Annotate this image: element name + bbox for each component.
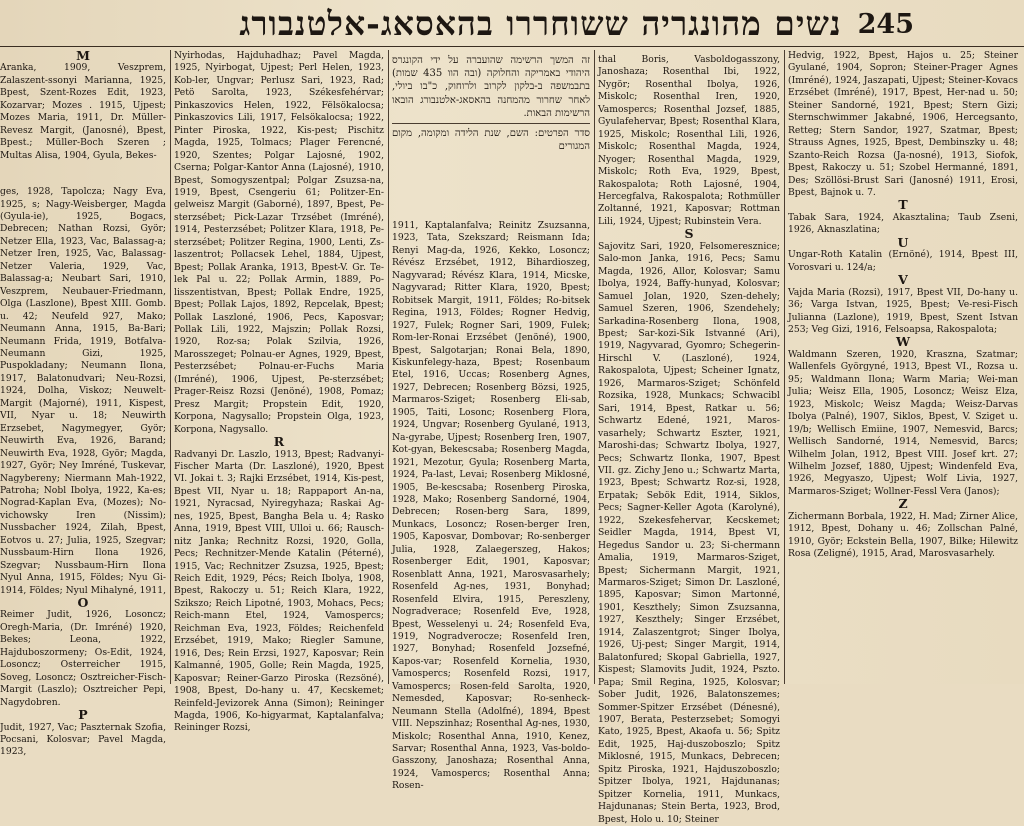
entries-s-cont: Hedvig, 1922, Bpest, Hajos u. 25; Steiner Gyulané, 1904, Sopron; Steiner-Prager Agnes (Imréné), 1924, Jaszapati, Ujpest; Steiner-Kovacs Erzsébet (Imréné), 1917, Bpest, Her-nad u. 50; Steiner Sandorné, 1921, Bpest; Stern Gizi; Sternschwimmer Jakabné, 1906, Hercegsanto, Retteg; Stern Sandor, 1927, Szatmar, Bpest; Strauss Agnes, 1925, Bpest, Dembinszky u. 48; Szanto-Reich Rozsa (Ja-nosné), 1913, Siofok, Bpest, Rakoczy u. 51; Szobel Hermanné, 1891, Des; Szöllösi-Brust Sari (Janosné) 1911, Erosi, Bpest, Bajnok u. 7. [788, 50, 1019, 198]
entries-r-tail: thal Boris, Vasboldogasszony, Janoshaza; Rosenthal Ibi, 1922, Nygör; Rosenthal Ibolya, 1926, Miskolc; Rosenthal Iren, 1920, Vamospercs; Rosenthal Jozsef, 1885, Gyulafehervar, Bpest; Rosenthal Klara, 1925, Miskolc; Rosenthal Lili, 1926, Miskolc; Rosenthal Magda, 1924, Nyoger; Rosenthal Magda, 1929, Miskolc; Roth Eva, 1929, Bpest, Rakospalota; Roth Lajosné, 1904, Hercegfalva, Rakospalota; Rothmüller Zoltanné, 1921, Kaposvar; Rottman Lili, 1924, Ujpest; Rubinstein Vera. [598, 54, 780, 227]
hebrew-intro: זה המשך הרשימה שהועברה על ידי הקונגרס היהודי באמריקה והחלוקה (ובה הוו 435 שמות) בתבמשפה ב-בלקון לקרוב ולרוחוק, כ"בו ביולי, לאחר שחרור מהמחנה בהאסאג-אלטנבורג הובאו הרשימות הבאות. [392, 55, 590, 119]
entries-r: Radvanyi Dr. Laszlo, 1913, Bpest; Radvanyi-Fischer Marta (Dr. Laszloné), 1920, Bpest VI. Jokai t. 3; Rajki Erzsébet, 1914, Kis-pest, Bpest VII, Nyar u. 18; Rappaport An-na, 1921, Nyracsad, Nyiregyhaza; Raskai Ag-nes, 1925, Bpest, Bangha Bela u. 4; Rasko Anna, 1919, Bpest VIII, Ulloi u. 66; Rausch-nitz Janka; Rechnitz Rozsi, 1920, Golla, Pecs; Rechnitzer-Mende Katalin (Péterné), 1915, Vac; Rechnitzer Zsuzsa, 1925, Bpest; Reich Edit, 1929, Pécs; Reich Ibolya, 1908, Bpest, Rakoczy u. 51; Reich Klara, 1922, Szikszo; Reich Lipotné, 1903, Mohacs, Pecs; Reich-mann Etel, 1924, Vamospercs; Reichman Eva, 1923, Földes; Reichenfeld Erzsébet, 1919, Mako; Riegler Samune, 1916, Des; Rein Erzsi, 1927, Kaposvar; Rein Kalmanné, 1905, Golle; Rein Magda, 1925, Kaposvar; Reiner-Garzo Piroska (Rezsöné), 1908, Bpest, Do-hany u. 47, Kecskemet; Reinfeld-Jevizorek Anna (Simon); Reininger Magda, 1906, Ko-higyarmat, Kaptalanfalva; Reininger Rozsi, [174, 448, 384, 734]
letter-heading: P [78, 707, 88, 723]
hebrew-field-order: סדר הפרטים: השם, שנת הלידה ומקומה, מקום המגורים [392, 128, 590, 153]
letter-heading: T [898, 197, 908, 213]
column-divider [784, 50, 785, 684]
column-5 [788, 50, 1018, 684]
entries-m: Aranka, 1909, Veszprem, Zalaszent-ssonyi Marianna, 1925, Bpest, Szent-Rozes Edit, 1923, Kozarvar; Mozes . 1915, Ujpest; Mozes Maria, 1911, Dr. Müller-Revesz Margit, (Janosné), Bpest, Bpest.; Müller-Boch Szeren ; Multas Alisa, 1904, Gyula, Bekes- [0, 62, 166, 161]
hebrew-note-box [392, 54, 590, 153]
note-rule [392, 123, 590, 124]
page-number: 245 [857, 8, 914, 40]
letter-heading: W [895, 334, 911, 350]
entries-s: Sajovitz Sari, 1920, Felsomeresznice; Salo-mon Janka, 1916, Pecs; Samu Magda, 1926, Allor, Kolosvar; Samu Ibolya, 1924, Baffy-hunyad, Kolosvar; Samuel Jolan, 1920, Szen-dehely; Samuel Szeren, 1906, Szendehely; Sarkadina-Rosenberg Ilona, 1908, Bpest; Sar-kozi-Sik Istvanné (Ari), 1919, Nagyvarad, Gyomro; Schegerin-Hirschl V. (Laszloné), 1924, Rakospalota, Ujpest; Scheiner Ignatz, 1926, Marmaros-Sziget; Schönfeld Rozsika, 1928, Munkacs; Schwacibl Sari, 1914, Bpest, Ratkar u. 56; Schwartz Edené, 1921, Maros-vasarhely; Schwartz Eszter, 1921, Maroshi-das; Schwartz Ibolya, 1927, Pecs; Schwartz Ilonka, 1907, Bpest VII. gz. Zichy Jeno u.; Schwartz Marta, 1923, Bpest; Schwartz Roz-si, 1928, Erpatak; Sebök Edit, 1914, Siklos, Pecs; Sagner-Keller Agota (Karolyné), 1922, Szekesfehervar, Kecskemet; Seidler Magda, 1914, Bpest VI, Hegedus Sandor u. 23; Si-chermann Amalia, 1919, Marmaros-Sziget, Bpest; Sichermann Margit, 1921, Marmaros-Sziget; Simon Dr. Laszloné, 1895, Kaposvar; Simon Martonné, 1901, Keszthely; Simon Zsuzsanna, 1927, Keszthely; Singer Erzsébet, 1914, Zalaszentgrot; Singer Ibolya, 1926, Uj-pest; Singer Margit, 1914, Balatonfured; Skopal Gabriella, 1927, Kispest; Slamovits Judit, 1924, Pszto. Papa; Smil Regina, 1925, Kolosvar; Sober Judit, 1926, Balatonszemes; Sommer-Spitzer Erzsébet (Dénesné), 1907, Berata, Pesterzsebet; Somogyi Kato, 1925, Bpest, Akaofa u. 56; Spitz Edit, 1925, Haj-duszoboszlo; Spitz Miklosné, 1915, Munkacs, Debrecen; Spitz Piroska, 1921, Hajduszoboszlo; Spitzer Ibolya, 1921, Hajdunanas; Spitzer Kornelia, 1911, Munkacs, Hajdunanas; Stein Berta, 1923, Brod, Bpest, Holo u. 10; Steiner [598, 240, 780, 825]
entries-t: Tabak Sara, 1924, Akasztalina; Taub Zseni, 1926, Aknaszlatina; [788, 211, 1018, 236]
column-divider [594, 50, 595, 684]
entries-w: Waldmann Szeren, 1920, Kraszna, Szatmar; Wallenfels Györgyné, 1913, Bpest VI., Rozsa u. 95; Waldmann Ilona; Warm Maria; Wei-man Julia; Weisz Ella, 1905, Losoncz; Weisz Elza, 1923, Miskolc; Weisz Magda; Weisz-Darvas Ibolya (Palné), 1907, Siklos, Bpest, V. Sziget u. 19/b; Wellisch Emiine, 1907, Nemesvid, Barcs; Wellisch Sandorné, 1914, Nemesvid, Barcs; Wilhelm Jolan, 1912, Bpest VIII. Josef krt. 27; Wilhelm Jozsef, 1880, Ujpest; Windenfeld Eva, 1926, Megyaszo, Ujpest; Wolf Livia, 1927, Marmaros-Sziget; Wollner-Fessl Vera (Janos); [788, 348, 1018, 497]
entries-p: Judit, 1927, Vac; Paszternak Szofia, Pocsani, Kolosvar; Pavel Magda, 1923, [0, 721, 166, 758]
letter-heading: R [273, 434, 285, 450]
column-divider [170, 50, 171, 684]
entries-z: Zichermann Borbala, 1922, H. Mad; Zirner Alice, 1912, Bpest, Dohany u. 46; Zollschan Palné, 1910, Györ; Eckstein Bella, 1907, Bilke; Hilewitz Rosa (Zeligné), 1915, Arad, Marosvasarhely. [788, 510, 1018, 560]
entries-p-cont: Nyirhodas, Hajduhadhaz; Pavel Magda, 1925, Nyirbogat, Ujpest; Perl Helen, 1923, Kob-ler, Ungvar; Perlusz Sari, 1923, Rad; Petö Sarolta, 1923, Székesfehérvar; Pinkaszovics Helen, 1922, Fëlsökalocsa; Pinkaszovics Lili, 1917, Felsökalocsa; 1922, Pinter Piroska, 1922, Kis-pest; Pischitz Magda, 1925, Tolmacs; Plager Ferencné, 1920, Szentes; Polgar Lajosné, 1902, Cserna; Polgar-Kantor Anna (Lajosné), 1910, Bpest, Somogyszentpal; Polgar Zsuzsa-na, 1919, Bpest, Csengeriu 61; Politzer-En-gelweisz Margit (Gaborné), 1897, Bpest, Pe-sterzsébet; Pick-Lazar Trzsébet (Imréné), 1914, Pesterzsébet; Politzer Klara, 1918, Pe-sterzsébet; Politzer Regina, 1900, Lenti, Zs-laszentrot; Pollacsek Lehel, 1884, Ujpest, Bpest; Pollak Aranka, 1913, Bpest-V. Gr. Te-lek Pal u. 22; Pollak Armin, 1889, Po-lisszentistvan, Bpest; Pollak Endre, 1925, Bpest; Pollak Lajos, 1892, Repcelak, Bpest; Pollak Laszloné, 1906, Pecs, Kaposvar; Pollak Lili, 1922, Majszin; Pollak Rozsi, 1920, Roz-sa; Polak Szilvia, 1926, Marosszeget; Polnau-er Agnes, 1929, Bpest, Pesterzsébet; Polnau-er-Fuchs Maria (Imréné), 1906, Ujpest, Pe-sterzsébet; Prager-Reisz Rozsi (Jenöné), 1908, Pomaz; Presz Margit; Propstein Edit, 1920, Korpona, Nagysallo; Propstein Olga, 1923, Korpona, Nagysallo. [174, 50, 384, 435]
column-4 [598, 50, 780, 825]
letter-heading: Z [898, 496, 908, 512]
page-title: נשים מהונגריה ששוחררו בהאסאג-אלטנבורג [239, 4, 842, 43]
letter-heading: V [898, 272, 908, 288]
column-3 [392, 220, 590, 792]
entries-r-cont: 1911, Kaptalanfalva; Reinitz Zsuzsanna, 1923, Tata, Szekszard; Reismann Ida; Renyi Mag-da, 1926, Kekko, Losoncz; Révész Erzsébet, 1912, Bihardioszeg, Nagyvarad; Révész Klara, 1914, Micske, Nagyvarad; Ritter Klara, 1920, Bpest; Robitsek Margit, 1911, Földes; Ro-bitsek Regina, 1913, Földes; Rogner Hedvig, 1927, Fulek; Rogner Sari, 1909, Fulek; Rom-ler-Ronai Erzsébet (Jenöné), 1900, Bpest, Salgotarjan; Ronai Bela, 1890, Kiskunfelegy-haza, Bpest; Rosenbaum Etel, 1916, Uccas; Rosenberg Agnes, 1927, Debrecen; Rosenberg Bözsi, 1925, Marmaros-Sziget; Rosenberg Eli-sab, 1905, Taiti, Losonc; Rosenberg Flora, 1924, Ungvar; Rosenberg Gyulané, 1913, Na-gyrabe, Ujpest; Rosenberg Iren, 1907, Kot-gyan, Bekescsaba; Rosenberg Magda, 1921, Mezotur, Gyula; Rosenberg Marta, 1924, Pa-last, Levai; Rosenberg Miklosné, 1905, Be-kescsaba; Rosenberg Piroska, 1928, Mako; Rosenberg Sandorné, 1904, Debrecen; Rosen-berg Sara, 1899, Munkacs, Losoncz; Rosen-berger Iren, 1905, Kaposvar, Dombovar; Ro-senberger Julia, 1928, Zalaegerszeg, Hakos; Rosenberger Edit, 1901, Kaposvar; Rosenblatt Anna, 1921, Marosvasarhely; Rosenfeld Ag-nes, 1931, Bonyhad; Rosenfeld Elvira, 1915, Pereszleny, Nogradverace; Rosenfeld Eve, 1928, Bpest, Wesselenyi u. 24; Rosenfeld Eva, 1919, Nogradverocze; Rosenfeld Iren, 1927, Bonyhad; Rosenfeld Jozsefné, Kapos-var; Rosenfeld Kornelia, 1930, Vamospercs; Rosenfeld Rozsi, 1917, Vamospercs; Rosen-feld Sarolta, 1920, Nemesded, Kaposvar; Ro-senheck-Neumann Stella (Adolfné), 1894, Bpest VIII. Nepszinhaz; Rosenthal Ag-nes, 1930, Miskolc; Rosenthal Anna, 1910, Kenez, Sarvar; Rosenthal Anna, 1923, Vas-boldo-Gasszony, Janoshaza; Rosenthal Anna, 1924, Vamospercs; Rosenthal Anna; Rosen- [392, 220, 590, 792]
page-header [0, 4, 1024, 44]
column-divider [388, 50, 389, 684]
entries-o: Reimer Judit, 1926, Losoncz; Oregh-Maria, (Dr. Imréné) 1920, Bekes; Leona, 1922, Hajduboszormeny; Os-Edit, 1924, Losoncz; Osterreicher 1915, Soveg, Losoncz; Osztreicher-Fisch-Margit (Laszlo); Osztreicher Pepi, Nagydobren. [0, 609, 166, 708]
letter-heading: U [897, 234, 909, 250]
column-2 [174, 50, 384, 734]
column-1 [0, 48, 166, 758]
entries-v: Vajda Maria (Rozsi), 1917, Bpest VII, Do-hany u. 36; Varga Istvan, 1925, Bpest; Ve-resi-Fisch Julianna (Lazlone), 1919, Bpest, Szent Istvan 253; Veg Gizi, 1916, Felsoapsa, Rakospalota; [788, 286, 1018, 335]
header-rule [0, 46, 1024, 47]
letter-heading: S [684, 226, 694, 242]
entries-u: Ungar-Roth Katalin (Ernöné), 1914, Bpest III, Vorosvari u. 124/a; [788, 249, 1018, 273]
letter-heading: M [76, 48, 90, 63]
letter-heading: O [77, 595, 89, 611]
entries-n: ges, 1928, Tapolcza; Nagy Eva, 1925, s; Nagy-Weisberger, Magda (Gyula-ie), 1925, Bogacs, Debrecen; Nathan Rozsi, Györ; Netzer Ella, 1923, Vac, Balassag-a; Netzer Iren, 1925, Vac, Balassag-Netzer Valeria, 1929, Vac, Balassag-a; Neubart Sari, 1910, Veszprem, Neubauer-Friedmann, Olga (Laszlone), Bpest XIII. Gomb. u. 42; Neufeld 927, Mako; Neumann Anna, 1915, Ba-Bari; Neumann Frida, 1919, Botfalva-Neumann Gizi, 1925, Puspokladany; Neumann Ilona, 1917, Balatonudvari; Neu-Rozsi, 1924, Dolha, Viskoz; Neuwelt-Margit (Majorné), 1911, Kispest, VII, Nyar u. 18; Neuwirth Erzsebet, Nagymegyer, Györ; Neuwirth Eva, 1926, Barand; Neuwirth Eva, 1928, Györ; Magda, 1927, Györ; Ney Imréné, Tuskevar, Nagybereny; Niermann Mah-1922, Patroha; Nobl Ibolya, 1922, Ka-es; Nograd-Kaplan Eva, (Mozes); No-vichowsky Iren (Nissim); Nussbacher 1924, Zilah, Bpest, Eotvos u. 27; Julia, 1925, Szegvar; Nussbaum-Hirn Ilona 1926, Szegvar; Nussbaum-Hirn Ilona Nyul Anna, 1915, Földes; Nyu Gi-1914, Földes; Nyul Mihalyné, 1911, [0, 186, 166, 596]
